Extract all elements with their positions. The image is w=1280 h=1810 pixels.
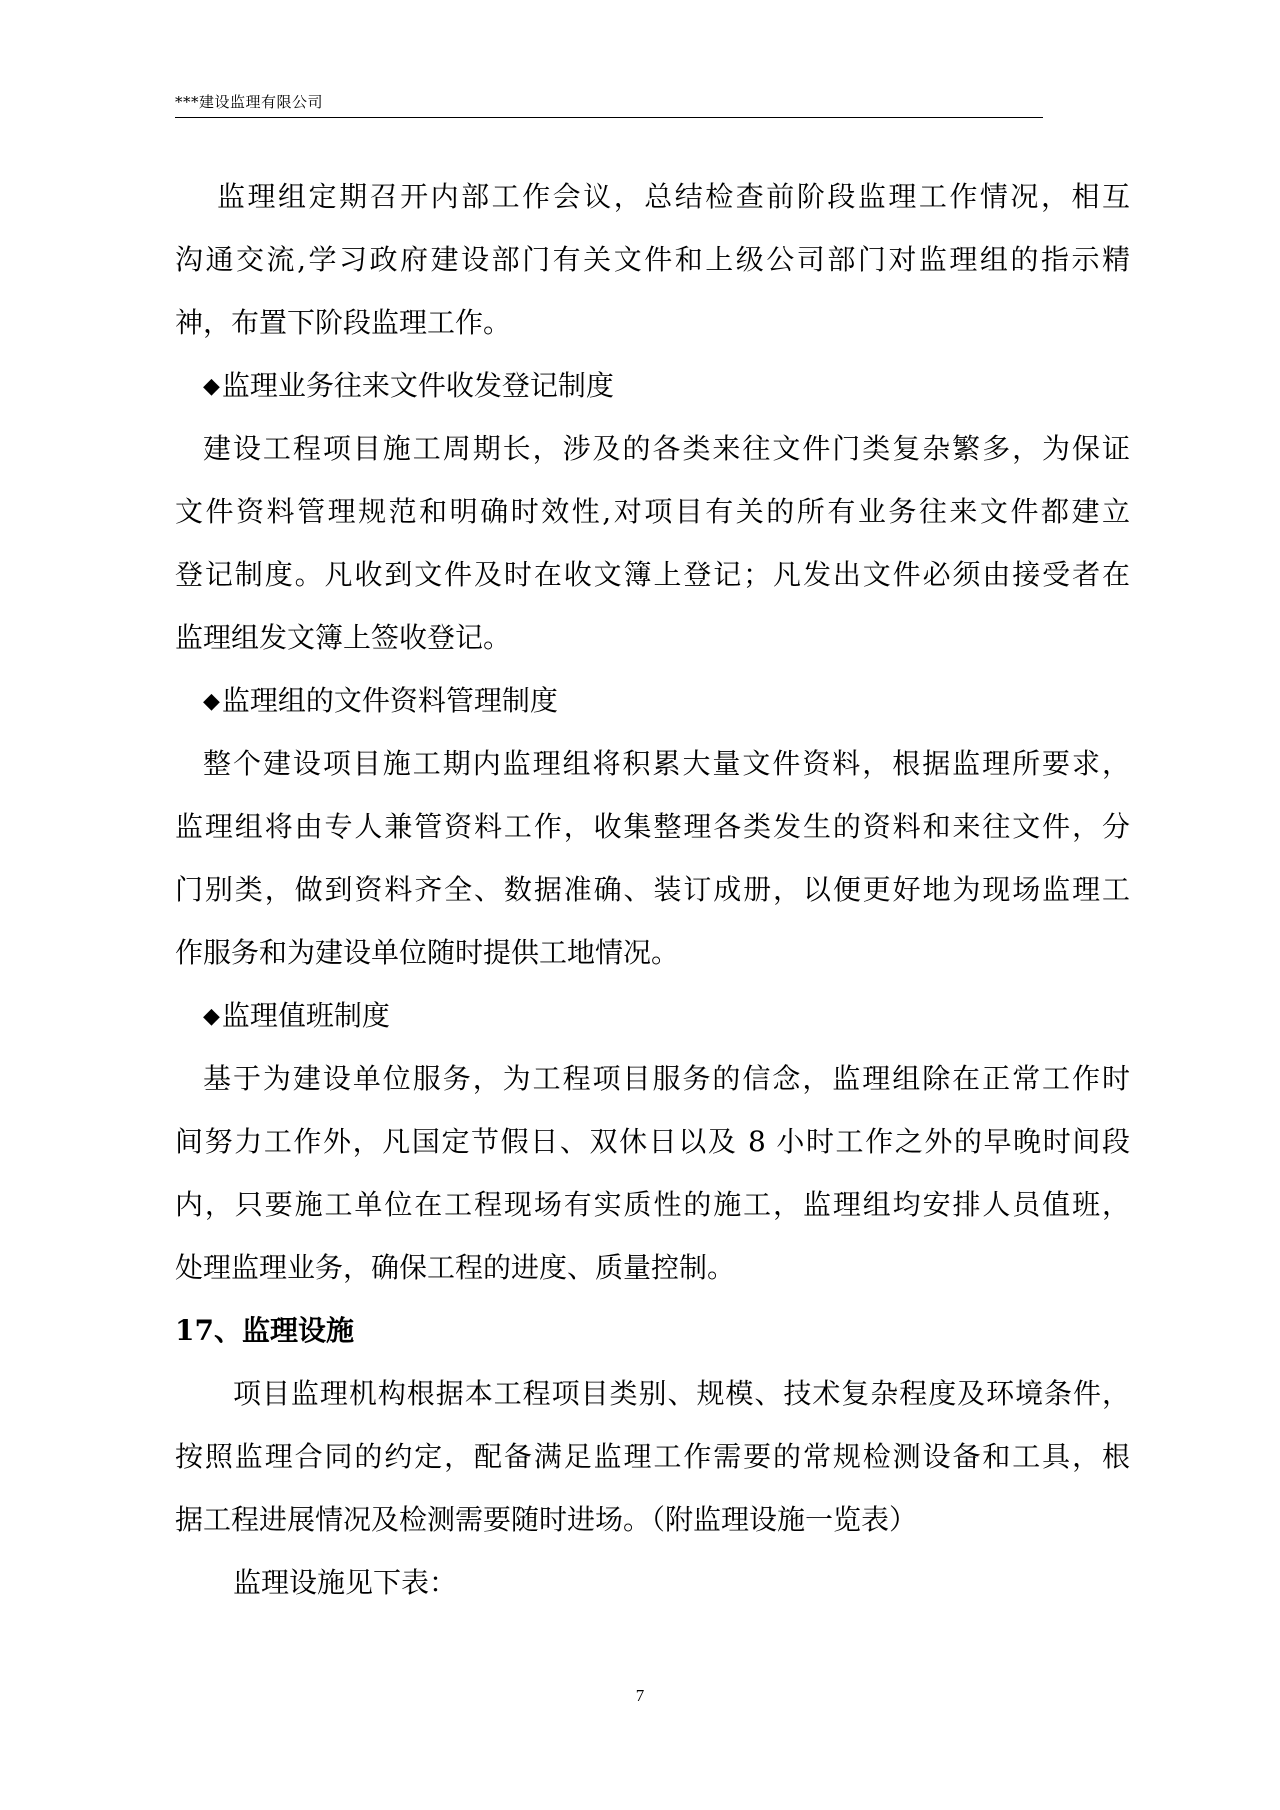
paragraph-line: 监理组定期召开内部工作会议，总结检查前阶段监理工作情况，相互 [217, 180, 1130, 213]
paragraph-line: 监理设施见下表： [233, 1566, 458, 1599]
header-company-name: ***建设监理有限公司 [175, 93, 324, 111]
diamond-bullet-icon: ◆ [203, 1004, 220, 1029]
paragraph-line: 据工程进展情况及检测需要随时进场。（附监理设施一览表） [175, 1503, 918, 1536]
diamond-bullet-icon: ◆ [203, 374, 220, 399]
bullet-heading-text: 监理组的文件资料管理制度 [221, 684, 558, 717]
bullet-heading-text: 监理值班制度 [221, 999, 390, 1032]
paragraph-line: 基于为建设单位服务，为工程项目服务的信念，监理组除在正常工作时 [203, 1062, 1130, 1095]
paragraph-line: 神，布置下阶段监理工作。 [175, 306, 512, 339]
paragraph-line: 内，只要施工单位在工程现场有实质性的施工，监理组均安排人员值班， [175, 1188, 1130, 1221]
paragraph-line: 建设工程项目施工周期长，涉及的各类来往文件门类复杂繁多，为保证 [203, 432, 1130, 465]
diamond-bullet-icon: ◆ [203, 689, 220, 714]
paragraph-line: 按照监理合同的约定，配备满足监理工作需要的常规检测设备和工具，根 [175, 1440, 1130, 1473]
paragraph-line: 监理组发文簿上签收登记。 [175, 621, 512, 654]
paragraph-line: 监理组将由专人兼管资料工作，收集整理各类发生的资料和来往文件，分 [175, 810, 1130, 843]
paragraph-line: 门别类，做到资料齐全、数据准确、装订成册，以便更好地为现场监理工 [175, 873, 1130, 906]
page-header [175, 93, 1043, 118]
paragraph-line: 处理监理业务，确保工程的进度、质量控制。 [175, 1251, 736, 1284]
section-heading: 17、监理设施 [175, 1314, 354, 1347]
paragraph-line: 文件资料管理规范和明确时效性,对项目有关的所有业务往来文件都建立 [175, 495, 1130, 528]
paragraph-line: 沟通交流,学习政府建设部门有关文件和上级公司部门对监理组的指示精 [175, 243, 1130, 276]
bullet-heading-text: 监理业务往来文件收发登记制度 [221, 369, 614, 402]
page-number: 7 [635, 1686, 645, 1705]
paragraph-line: 登记制度。凡收到文件及时在收文簿上登记；凡发出文件必须由接受者在 [175, 558, 1130, 591]
paragraph-line: 作服务和为建设单位随时提供工地情况。 [175, 936, 680, 969]
paragraph-line: 间努力工作外，凡国定节假日、双休日以及 8 小时工作之外的早晚时间段 [175, 1125, 1130, 1158]
paragraph-line: 整个建设项目施工期内监理组将积累大量文件资料，根据监理所要求， [203, 747, 1130, 780]
bullet-heading [203, 684, 558, 719]
bullet-heading [203, 999, 390, 1034]
bullet-heading [203, 369, 614, 404]
paragraph-line: 项目监理机构根据本工程项目类别、规模、技术复杂程度及环境条件， [233, 1377, 1130, 1410]
